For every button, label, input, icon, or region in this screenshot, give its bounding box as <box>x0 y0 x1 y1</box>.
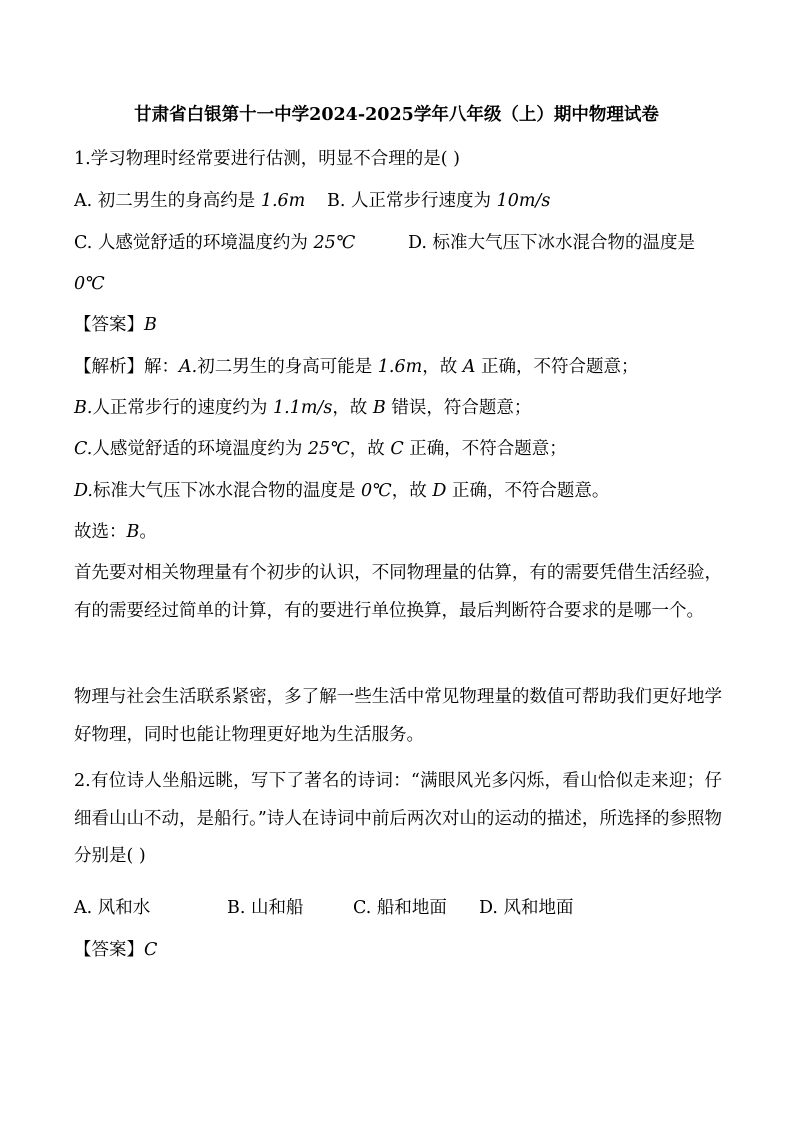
analysis-text: 解： <box>144 357 179 377</box>
answer-value: C <box>144 940 158 960</box>
analysis-text: 标准大气压下冰水混合物的温度是 <box>92 481 362 501</box>
option-value: 10m/s <box>496 191 551 211</box>
analysis-text: 错误，符合题意； <box>385 398 532 418</box>
analysis-text: ，故 <box>332 398 373 418</box>
q1-option-b <box>327 186 550 216</box>
answer-label: 【答案】 <box>74 315 144 335</box>
q1-analysis-line-3 <box>74 434 567 464</box>
q1-option-a <box>74 186 305 216</box>
analysis-letter: C <box>390 439 404 459</box>
choice-prefix: 故选： <box>74 522 127 542</box>
q2-option-b <box>227 893 304 923</box>
analysis-text: 正确，不符合题意； <box>475 357 639 377</box>
option-text: 山和船 <box>245 898 304 918</box>
option-letter: D. <box>479 898 498 918</box>
q1-commentary-paragraph-2: 物理与社会生活联系紧密，多了解一些生活中常见物理量的数值可帮助我们更好地学好物理，同时也能让物理更好地为生活服务。 <box>74 687 722 745</box>
q1-option-c <box>74 228 355 258</box>
analysis-text: 人感觉舒适的环境温度约为 <box>92 439 308 459</box>
answer-label: 【答案】 <box>74 940 144 960</box>
option-letter: C. <box>353 898 372 918</box>
option-letter: C. <box>74 233 93 253</box>
option-text: 船和地面 <box>371 898 447 918</box>
q1-option-d <box>408 228 695 258</box>
q2-answer <box>74 935 157 965</box>
analysis-label: 【解析】 <box>74 357 144 377</box>
option-value: 25℃ <box>313 233 356 253</box>
analysis-letter: C. <box>74 439 93 459</box>
analysis-text: 正确，不符合题意。 <box>446 481 610 501</box>
choice-value: B <box>126 522 140 542</box>
analysis-text: 初二男生的身高可能是 <box>197 357 378 377</box>
option-text: 标准大气压下冰水混合物的温度是 <box>426 233 696 253</box>
analysis-letter: D <box>432 481 447 501</box>
analysis-text: 正确，不符合题意； <box>403 439 567 459</box>
option-letter: A. <box>74 191 93 211</box>
page-title: 甘肃省白银第十一中学2024-2025学年八年级（上）期中物理试卷 <box>134 105 659 125</box>
analysis-text: ，故 <box>422 357 463 377</box>
analysis-value: 1.1m/s <box>273 398 333 418</box>
option-text: 风和水 <box>92 898 151 918</box>
option-letter: B. <box>327 191 346 211</box>
analysis-text: ，故 <box>349 439 391 459</box>
option-value: 0℃ <box>74 274 105 294</box>
analysis-text: 人正常步行的速度约为 <box>92 398 273 418</box>
analysis-letter: B. <box>74 398 93 418</box>
q1-analysis-line-1 <box>74 352 638 382</box>
analysis-letter: A <box>462 357 476 377</box>
option-text: 风和地面 <box>497 898 574 918</box>
q2-option-c <box>353 893 447 923</box>
q2-option-d <box>479 893 574 923</box>
analysis-letter: A. <box>179 357 198 377</box>
analysis-value: 1.6m <box>377 357 423 377</box>
option-letter: D. <box>408 233 427 253</box>
analysis-letter: B <box>372 398 386 418</box>
choice-suffix: 。 <box>139 522 157 542</box>
option-text: 人感觉舒适的环境温度约为 <box>92 233 314 253</box>
q1-option-d-continuation <box>74 269 105 299</box>
q2-option-a <box>74 893 150 923</box>
option-text: 初二男生的身高约是 <box>92 191 261 211</box>
q1-answer <box>74 310 157 340</box>
analysis-value: 25℃ <box>307 439 350 459</box>
analysis-letter: D. <box>74 481 93 501</box>
q2-stem: 2.有位诗人坐船远眺，写下了著名的诗词：“满眼风光多闪烁，看山恰似走来迎；仔细看山山不动，是船行。”诗人在诗词中前后两次对山的运动的描述，所选择的参照物分别是( ) <box>74 771 722 866</box>
q1-commentary-paragraph-1: 首先要对相关物理量有个初步的认识，不同物理量的估算，有的需要凭借生活经验，有的需要经过简单的计算，有的要进行单位换算，最后判断符合要求的是哪一个。 <box>74 563 722 621</box>
q1-choice <box>74 517 157 547</box>
q1-stem: 1.学习物理时经常要进行估测，明显不合理的是( ) <box>74 149 460 169</box>
option-value: 1.6m <box>260 191 306 211</box>
analysis-text: ，故 <box>391 481 433 501</box>
analysis-value: 0℃ <box>361 481 392 501</box>
option-letter: A. <box>74 898 93 918</box>
option-text: 人正常步行速度为 <box>345 191 497 211</box>
q1-analysis-line-2 <box>74 393 531 423</box>
answer-value: B <box>144 315 157 335</box>
option-letter: B. <box>227 898 246 918</box>
q1-analysis-line-4 <box>74 476 609 506</box>
